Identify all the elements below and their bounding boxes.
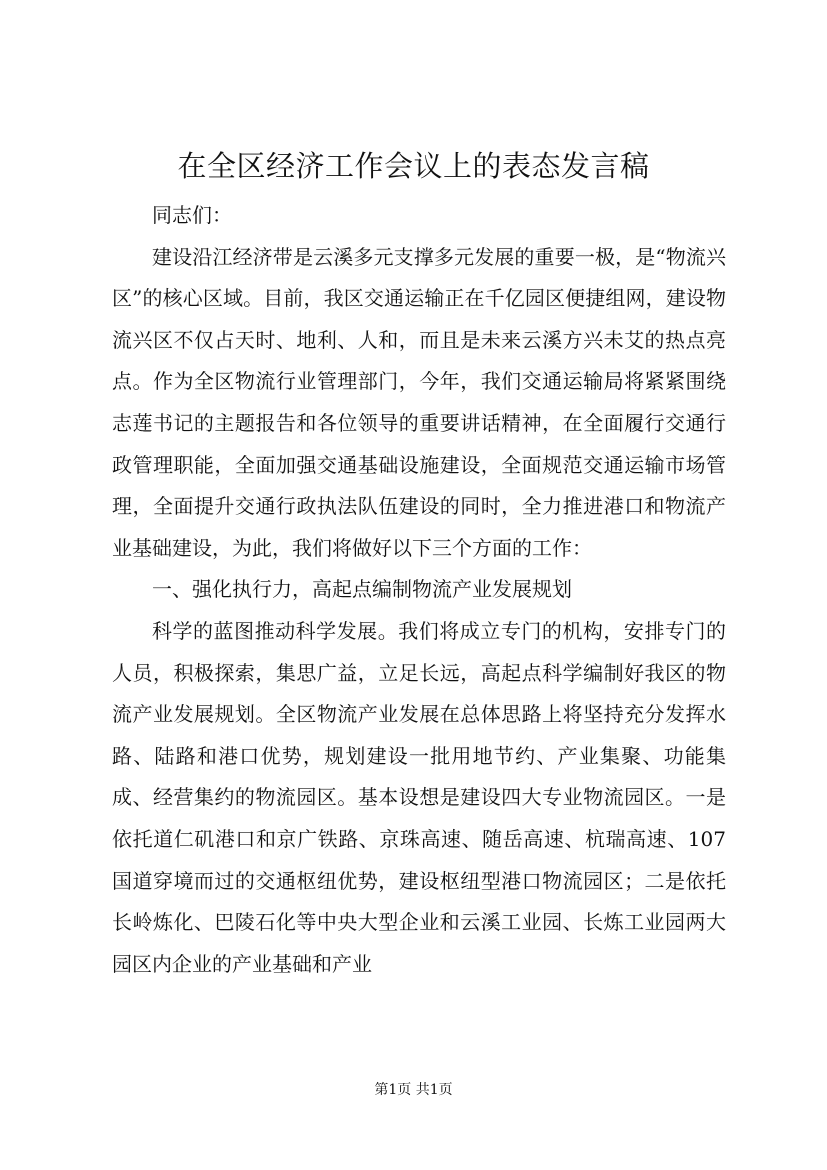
paragraph-section-1: 科学的蓝图推动科学发展。我们将成立专门的机构，安排专门的人员，积极探索，集思广益，立足长远，高起点科学编制好我区的物流产业发展规划。全区物流产业发展在总体思路上将坚持充分发挥水路、陆路和港口优势，规划建设一批用地节约、产业集聚、功能集成、经营集约的物流园区。基本设想是建设四大专业物流园区。一是依托道仁矶港口和京广铁路、京珠高速、随岳高速、杭瑞高速、107国道穿境而过的交通枢纽优势，建设枢纽型港口物流园区；二是依托长岭炼化、巴陵石化等中央大型企业和云溪工业园、长炼工业园两大园区内企业的产业基础和产业 [112,618,726,976]
document-body [112,195,726,985]
salutation: 同志们： [152,203,232,227]
page-footer [0,1080,827,1100]
document-title: 在全区经济工作会议上的表态发言稿 [177,149,650,183]
paragraph-intro: 建设沿江经济带是云溪多元支撑多元发展的重要一极，是“物流兴区”的核心区域。目前，我区交通运输正在千亿园区便捷组网，建设物流兴区不仅占天时、地利、人和，而且是未来云溪方兴未艾的热点亮点。作为全区物流行业管理部门，今年，我们交通运输局将紧紧围绕志莲书记的主题报告和各位领导的重要讲话精神，在全面履行交通行政管理职能，全面加强交通基础设施建设，全面规范交通运输市场管理，全面提升交通行政执法队伍建设的同时，全力推进港口和物流产业基础建设，为此，我们将做好以下三个方面的工作： [112,244,726,560]
page-number-text: 第1页 共1页 [374,1082,453,1098]
section-heading-1: 一、强化执行力，高起点编制物流产业发展规划 [152,577,572,602]
